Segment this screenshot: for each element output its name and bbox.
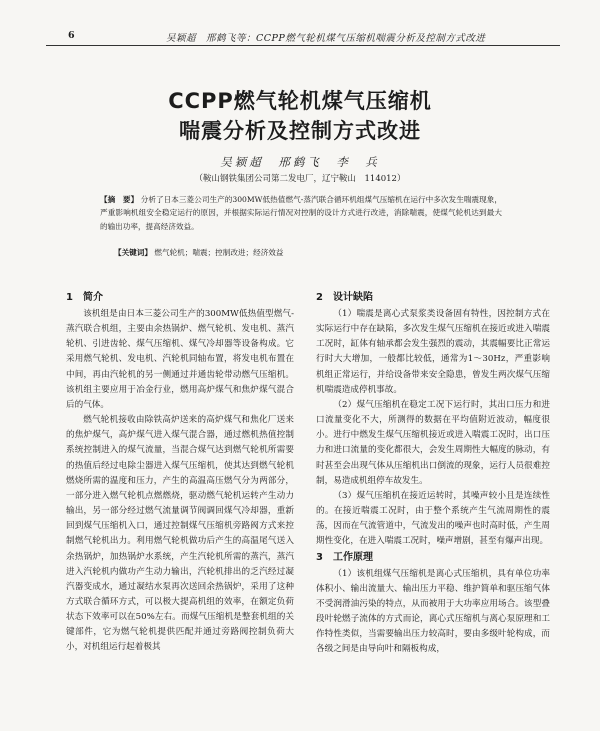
section-1-paragraph: 该机组是由日本三菱公司生产的300MW低热值型燃气-蒸汽联合机组，主要由余热锅炉、燃气轮机、发电机、蒸汽轮机、引进齿轮、煤气压缩机、煤气冷却器等设备构成。它采用燃气轮机、发电机、汽轮机同轴布置，将发电机布置在中间，再由汽轮机的另一侧通过并通齿轮带动燃气压缩机。该机组主要应用于冶金行业，燃用高炉煤气和焦炉煤气混合后的气体。	[66, 309, 294, 410]
section-3-paragraph: （1）该机组煤气压缩机是离心式压缩机，具有单位功率体积小、输出流量大、输出压力平稳、维护简单和驱压缩气体不受润滑油污染的特点，从而被用于大功率应用场合。该型叠段叶轮燃子流体的方式而论，离心式压缩机与离心泵原理和工作特性类似，当需要输出压力较高时，要由多级叶轮构成，而各级之间是由导向叶和隔板构成，	[316, 568, 550, 655]
running-header	[46, 28, 560, 44]
running-title: 吴颖超 邢鹤飞等：CCPP燃气轮机煤气压缩机喘震分析及控制方式改进	[166, 33, 486, 44]
section-2-paragraph: （3）煤气压缩机在接近运转时，其噪声较小且是连续性的。在接近喘震工况时，由于整个系统产生气流周期性的震荡，因而在气流管道中，气流发出的噪声也时高时低，产生周期性变化，在进入喘震工况时，噪声增剧，甚至有爆声出现。	[316, 490, 550, 547]
abstract-text: 分析了日本三菱公司生产的300MW低热值燃气-蒸汽联合循环机组煤气压缩机在运行中多次发生喘震现象，严重影响机组安全稳定运行的原因，并根据实际运行情况对控制的设计方式进行改进，消除喘震，使煤气轮机达到最大的输出功率，提高经济效益。	[100, 195, 502, 231]
page-number: 6	[68, 30, 76, 41]
section-2-paragraph: （1）喘震是离心式泵浆类设备固有特性，因控制方式在实际运行中存在缺陷，多次发生煤气压缩机在接近或进入喘震工况时，缸体有轴承都会发生强烈的震动，其震幅要比正常运行时大大增加，一般都比较低，通常为1～30Hz，严重影响机组正常运行，并给设备带来安全隐患，曾发生两次煤气压缩机喘震造成停机事故。	[316, 309, 550, 395]
keywords-label: 【关键词】	[114, 248, 152, 257]
keywords-text: 燃气轮机；喘震；控制改进；经济效益	[154, 248, 284, 257]
section-2-paragraph: （2）煤气压缩机在稳定工况下运行时，其出口压力和进口流量变化不大，所测得的数据在平均值附近波动，幅度很小。进行中燃发生煤气压缩机接近或进入喘震工况时，出口压力和进口流量的变化都很大，会发生周期性大幅度的脉动，有时甚至会出现气体从压缩机出口倒流的现象，运行人员很难控制，易造成机组停车故发生。	[316, 399, 550, 486]
affiliation: （鞍山钢铁集团公司第二发电厂，辽宁鞍山 114012）	[194, 174, 406, 184]
left-column	[66, 290, 294, 656]
section-1-heading: 1 简介	[66, 292, 103, 303]
header-rule	[46, 45, 560, 46]
keywords-block	[114, 246, 502, 259]
section-1-paragraph: 燃气轮机接收由除铁高炉送来的高炉煤气和焦化厂送来的焦炉煤气，高炉煤气进入煤气混合器，通过燃机热值控制系统控制进入的煤气流量，当混合煤气达到燃气轮机所需要的热值后经过电除尘器进入煤气压缩机，使其达到燃气轮机燃烧所需的温度和压力，产生的高温高压燃气分为两部分，一部分进入燃气轮机点燃燃烧，驱动燃气轮机运转产生动力输出，另一部分经过燃气流量调节阀调回煤气冷却器，重新回到煤气压缩机入口，通过控制煤气压缩机旁路阀方式来控制燃气轮机出力。利用燃气轮机做功后产生的高温尾气送入余热锅炉，加热锅炉水系统，产生汽轮机所需的蒸汽，蒸汽进入汽轮机内做功产生动力输出，汽轮机排出的乏汽经过凝汽器变成水，通过凝结水泵再次送回余热锅炉，采用了这种方式联合循环方式，可以极大提高机组的效率，在额定负荷状态下效率可以在50%左右。而煤气压缩机是整套机组的关键部件，它为燃气轮机提供匹配并通过旁路阀控制负荷大小，对机组运行起着极其	[66, 415, 294, 653]
title-line-1: CCPP燃气轮机煤气压缩机	[168, 89, 432, 113]
paper-title	[0, 86, 600, 146]
section-3-heading: 3 工作原理	[316, 551, 373, 563]
right-column	[316, 290, 550, 657]
title-line-2: 喘震分析及控制方式改进	[179, 119, 421, 143]
abstract-label: 【摘 要】	[100, 195, 139, 204]
abstract-block	[100, 193, 502, 233]
section-2-heading: 2 设计缺陷	[316, 292, 373, 303]
author-list: 吴颖超 邢鹤飞 李 兵	[220, 155, 380, 169]
